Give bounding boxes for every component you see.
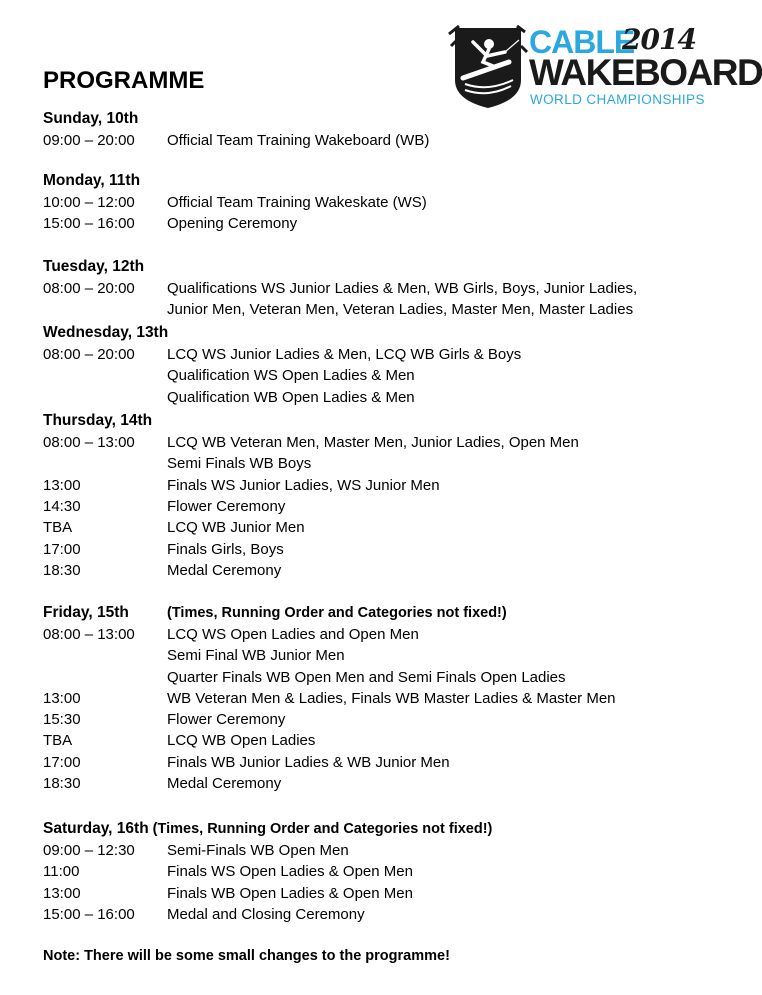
event-description: WB Veteran Men & Ladies, Finals WB Master Ladies & Master Men [167, 690, 616, 707]
time-slot: 08:00 – 13:00 [43, 434, 135, 451]
event-description: Official Team Training Wakeboard (WB) [167, 132, 430, 149]
event-description: LCQ WB Veteran Men, Master Men, Junior Ladies, Open Men [167, 434, 579, 451]
day-heading [43, 109, 138, 129]
event-description: Semi Finals WB Boys [167, 455, 312, 472]
logo-cable-text: CABLE [529, 24, 635, 60]
time-slot: 09:00 – 20:00 [43, 132, 135, 149]
time-slot: 13:00 [43, 477, 81, 494]
event-description: Junior Men, Veteran Men, Veteran Ladies, Master Men, Master Ladies [167, 301, 634, 318]
event-description: LCQ WB Open Ladies [167, 732, 316, 749]
event-description: Medal Ceremony [167, 562, 282, 579]
event-description: Official Team Training Wakeskate (WS) [167, 194, 427, 211]
time-slot: 15:00 – 16:00 [43, 906, 135, 923]
event-description: Medal and Closing Ceremony [167, 906, 365, 923]
time-slot: TBA [43, 519, 73, 536]
day-label: Saturday, 16th [43, 820, 149, 837]
day-heading [43, 819, 492, 839]
page-title: PROGRAMME [43, 67, 205, 94]
event-description: Flower Ceremony [167, 498, 286, 515]
time-slot: 08:00 – 20:00 [43, 280, 135, 297]
time-slot: 09:00 – 12:30 [43, 842, 135, 859]
day-heading [43, 171, 140, 191]
time-slot: 10:00 – 12:00 [43, 194, 135, 211]
programme-note: Note: There will be some small changes to the programme! [43, 948, 450, 964]
event-description: Qualification WS Open Ladies & Men [167, 367, 415, 384]
day-heading [43, 257, 144, 277]
event-description: Qualifications WS Junior Ladies & Men, WB Girls, Boys, Junior Ladies, [167, 280, 638, 297]
event-description: Qualification WB Open Ladies & Men [167, 389, 415, 406]
logo-year-text: 2014 [622, 23, 696, 56]
event-description: Flower Ceremony [167, 711, 286, 728]
event-description: Medal Ceremony [167, 775, 282, 792]
time-slot: 18:30 [43, 562, 81, 579]
time-slot: 13:00 [43, 885, 81, 902]
time-slot: 08:00 – 20:00 [43, 346, 135, 363]
day-notice: (Times, Running Order and Categories not fixed!) [152, 821, 493, 837]
event-description: LCQ WS Open Ladies and Open Men [167, 626, 419, 643]
event-description: Opening Ceremony [167, 215, 298, 232]
day-label: Friday, 15th [43, 604, 129, 621]
event-description: Semi Final WB Junior Men [167, 647, 345, 664]
cable-wakeboard-logo [447, 22, 762, 117]
time-slot: TBA [43, 732, 73, 749]
day-heading [43, 411, 152, 431]
day-label: Wednesday, 13th [43, 324, 169, 341]
event-description: Finals WB Open Ladies & Open Men [167, 885, 413, 902]
event-description: Finals WB Junior Ladies & WB Junior Men [167, 754, 450, 771]
time-slot: 15:00 – 16:00 [43, 215, 135, 232]
day-label: Thursday, 14th [43, 412, 153, 429]
day-heading [43, 603, 507, 623]
event-description: Quarter Finals WB Open Men and Semi Finals Open Ladies [167, 669, 566, 686]
time-slot: 11:00 [43, 863, 80, 880]
event-description: Finals WS Open Ladies & Open Men [167, 863, 413, 880]
time-slot: 17:00 [43, 754, 81, 771]
day-label: Tuesday, 12th [43, 258, 145, 275]
event-description: LCQ WB Junior Men [167, 519, 305, 536]
time-slot: 18:30 [43, 775, 81, 792]
day-notice: (Times, Running Order and Categories not fixed!) [167, 605, 507, 621]
day-label: Monday, 11th [43, 172, 141, 189]
event-description: Finals Girls, Boys [167, 541, 284, 558]
day-heading [43, 323, 168, 343]
event-description: Semi-Finals WB Open Men [167, 842, 349, 859]
time-slot: 14:30 [43, 498, 81, 515]
logo-wakeboard-text: WAKEBOARD [529, 52, 762, 93]
time-slot: 17:00 [43, 541, 81, 558]
logo-world-championships-text: WORLD CHAMPIONSHIPS [530, 92, 705, 107]
event-description: Finals WS Junior Ladies, WS Junior Men [167, 477, 440, 494]
event-description: LCQ WS Junior Ladies & Men, LCQ WB Girls & Boys [167, 346, 522, 363]
time-slot: 08:00 – 13:00 [43, 626, 135, 643]
wakeboarder-shield-icon [447, 22, 529, 110]
time-slot: 13:00 [43, 690, 81, 707]
time-slot: 15:30 [43, 711, 81, 728]
day-label: Sunday, 10th [43, 110, 139, 127]
